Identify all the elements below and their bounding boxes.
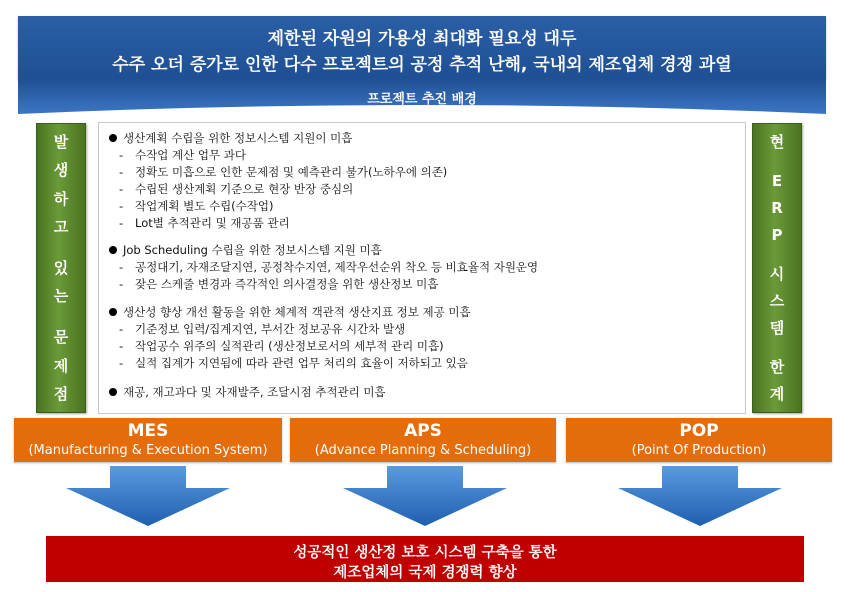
system-name: POP (679, 421, 719, 441)
right_side-char: P (771, 226, 783, 245)
issue-title: 생산성 향상 개선 활동을 위한 체계적 객관적 생산지표 정보 제공 미흡 (109, 303, 739, 321)
erp-limits-side-box (752, 123, 802, 413)
issue-sub: - 실적 집계가 지연됨에 따라 관련 업무 처리의 효율이 저하되고 있음 (119, 356, 468, 370)
issue-group (109, 383, 739, 401)
issue-sub: - 작업공수 위주의 실적관리 (생산정보로서의 세부적 관리 미흡) (119, 339, 444, 353)
issue-sub: - 수립된 생산계획 기준으로 현장 반장 중심의 (119, 182, 354, 196)
left_side-char: 점 (53, 384, 69, 403)
right_side-char: 계 (769, 384, 785, 403)
system-full-name: (Manufacturing & Execution System) (28, 443, 268, 458)
issue-sub: - 수작업 계산 업무 과다 (119, 148, 246, 162)
issue-title: 재공, 재고과다 및 자재발주, 조달시점 추적관리 미흡 (109, 383, 739, 401)
system-name: APS (404, 421, 442, 441)
down-arrow-icon (343, 466, 507, 526)
system-full-name: (Advance Planning & Scheduling) (314, 443, 532, 458)
bullet-dot-icon (109, 246, 117, 254)
aps-tab (290, 418, 556, 462)
result-banner (46, 536, 804, 582)
left_side-char: 문 (53, 328, 69, 347)
mes-tab (14, 418, 282, 462)
issue-group (109, 241, 739, 293)
system-full-name: (Point Of Production) (631, 443, 767, 458)
top-banner-line1: 제한된 자원의 가용성 최대화 필요성 대두 (267, 29, 577, 49)
issue-sub: - 정확도 미흡으로 인한 문제점 및 예측관리 불가(노하우에 의존) (119, 165, 448, 179)
issue-sub: - 기준정보 입력/집계지연, 부서간 정보공유 시간차 발생 (119, 322, 406, 336)
left_side-char: 는 (53, 287, 69, 306)
issues-panel (98, 122, 746, 414)
left_side-char: 하 (53, 189, 69, 208)
pop-tab (566, 418, 832, 462)
issue-title: Job Scheduling 수립을 위한 정보시스템 지원 미흡 (109, 241, 739, 259)
top-banner-line2: 수주 오더 증가로 인한 다수 프로젝트의 공정 추적 난해, 국내외 제조업체 경쟁 과열 (112, 55, 732, 75)
right_side-char: 한 (769, 357, 785, 376)
right_side-char: 스 (769, 291, 785, 310)
result-line1: 성공적인 생산정 보호 시스템 구축을 통한 (293, 545, 557, 561)
left_side-char: 발 (53, 133, 69, 151)
issue-group (109, 303, 739, 372)
issue-sub: - 작업계획 별도 수립(수작업) (119, 199, 274, 213)
top-banner (18, 16, 826, 80)
issue-sub: - 공정대기, 자재조달지연, 공정착수지연, 제작우선순위 착오 등 비효율적 자원운영 (119, 260, 539, 274)
down-arrow-icon (618, 466, 782, 526)
right_side-char: 현 (769, 133, 785, 151)
issue-sub: - Lot별 추적관리 및 재공품 관리 (119, 216, 290, 230)
left_side-char: 있 (53, 258, 69, 277)
right_side-char: 시 (769, 264, 785, 283)
right_side-char: E (771, 171, 783, 190)
background-label: 프로젝트 추진 배경 (367, 92, 477, 107)
system-name: MES (127, 421, 169, 441)
right_side-char: R (771, 198, 783, 217)
left_side-char: 고 (53, 218, 69, 237)
down-arrow-icon (66, 466, 230, 526)
left_side-char: 제 (53, 356, 69, 375)
bullet-dot-icon (109, 388, 117, 396)
bullet-dot-icon (109, 134, 117, 142)
bullet-dot-icon (109, 308, 117, 316)
issue-sub: - 잦은 스케줄 변경과 즉각적인 의사결정을 위한 생산정보 미흡 (119, 277, 439, 291)
issue-title: 생산계획 수립을 위한 정보시스템 지원이 미흡 (109, 129, 739, 147)
problems-side-box (36, 123, 86, 413)
result-line2: 제조업체의 국제 경쟁력 향상 (333, 565, 517, 581)
right_side-char: 템 (769, 319, 785, 338)
issue-group (109, 129, 739, 232)
left_side-char: 생 (53, 161, 69, 180)
